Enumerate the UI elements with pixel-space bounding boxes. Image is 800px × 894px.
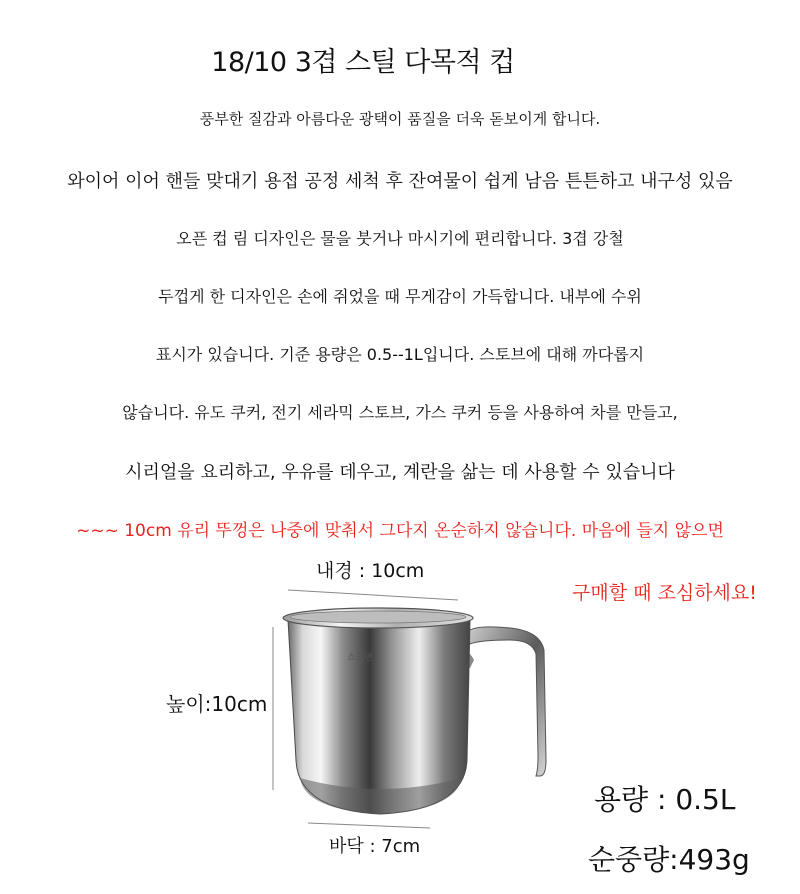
description-line-1: 풍부한 질감과 아름다운 광택이 품질을 더욱 돋보이게 합니다.	[199, 110, 601, 128]
description-line-2: 와이어 이어 핸들 맞대기 용접 공정 세척 후 잔여물이 쉽게 남음 튼튼하고 내구성 있음	[67, 171, 733, 192]
base-dimension-line	[308, 823, 430, 828]
base-diameter-label: 바닥 : 7cm	[329, 836, 421, 857]
net-weight-spec: 순중량:493g	[588, 843, 750, 876]
capacity-spec: 용량 : 0.5L	[594, 783, 736, 816]
height-label: 높이:10cm	[166, 692, 268, 716]
product-title: 18/10 3겹 스틸 다목적 컵	[211, 47, 515, 78]
description-line-7: 시리얼을 요리하고, 우유를 데우고, 계란을 삶는 데 사용할 수 있습니다	[125, 462, 675, 483]
inner-diameter-label: 내경 : 10cm	[316, 560, 425, 582]
description-line-5: 표시가 있습니다. 기준 용량은 0.5--1L입니다. 스토브에 대해 까다롭지	[155, 345, 645, 364]
purchase-caution: 구매할 때 조심하세요!	[572, 582, 757, 604]
cup-handle	[466, 627, 546, 776]
description-line-4: 두껍게 한 디자인은 손에 쥐었을 때 무게감이 가득합니다. 내부에 수위	[158, 287, 642, 306]
lid-warning-line: ~~~ 10cm 유리 뚜껑은 나중에 맞춰서 그다지 온순하지 않습니다. 마음에 들지 않으면	[76, 521, 724, 541]
description-line-3: 오픈 컵 림 디자인은 물을 붓거나 마시기에 편리합니다. 3겹 강철	[176, 229, 624, 248]
cup-brand-mark: 쇼크맨	[347, 653, 374, 663]
width-dimension-line	[288, 590, 458, 600]
description-line-6: 않습니다. 유도 쿠커, 전기 세라믹 스토브, 가스 쿠커 등을 사용하여 차를 만들고,	[122, 403, 678, 422]
